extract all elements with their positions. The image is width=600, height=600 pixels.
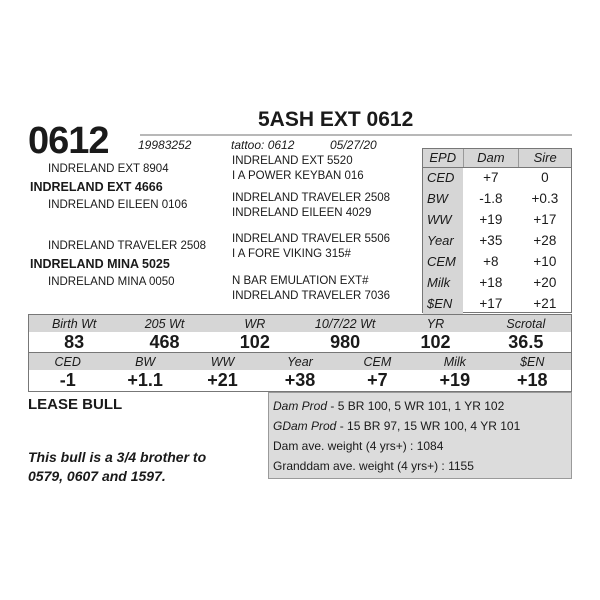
perf-header: Birth Wt [29,315,119,332]
epd-strip-value: +1.1 [127,370,163,390]
epd-strip-table [28,352,572,392]
epd-row-label: Milk [423,272,463,293]
epd-sire-value: +20 [533,275,557,290]
epd-sire-value: +10 [533,254,557,269]
epd-dam-value: +7 [483,170,499,186]
epd-row [423,230,571,251]
perf-value: 102 [420,332,451,352]
epd-strip-header: Year [261,353,338,370]
epd-strip-header: $EN [494,353,571,370]
epd-row [423,293,571,314]
epd-strip-value: +19 [439,370,471,390]
dam-prod-label: Dam Prod [273,399,328,413]
perf-header: Scrotal [481,315,571,332]
performance-table [28,314,572,354]
production-box [268,392,572,479]
animal-name: 5ASH EXT 0612 [258,108,414,131]
epd-row-label: CED [423,167,463,188]
perf-value: 36.5 [508,332,544,352]
epd-dam-value: -1.8 [479,191,503,206]
epd-sire-value: +0.3 [531,191,559,206]
pedigree-ext-2: I A POWER KEYBAN 016 [232,170,364,182]
epd-strip-header: Milk [416,353,493,370]
tattoo: tattoo: 0612 [231,138,295,152]
epd-header-sire: Sire [519,149,571,167]
epd-strip-value: -1 [59,370,76,390]
pedigree-ext-5: INDRELAND TRAVELER 5506 [232,233,391,245]
gdam-prod-label: GDam Prod [273,419,337,433]
pedigree-sire-sire: INDRELAND EXT 8904 [48,163,169,175]
epd-strip-value: +7 [367,370,388,390]
pedigree-sire: INDRELAND EXT 4666 [30,180,163,194]
dam-weight: Dam ave. weight (4 yrs+) : 1084 [273,439,444,453]
dam-prod-value: - 5 BR 100, 5 WR 101, 1 YR 102 [327,399,505,413]
pedigree-sire-dam: INDRELAND EILEEN 0106 [48,199,188,211]
pedigree-ext-3: INDRELAND TRAVELER 2508 [232,192,391,204]
epd-header-dam: Dam [463,149,519,167]
epd-row-label: CEM [423,251,463,272]
epd-row [423,251,571,272]
epd-dam-value: +35 [479,233,503,248]
epd-row-label: $EN [423,293,463,314]
epd-dam-value: +17 [479,296,503,311]
epd-row-label: WW [423,209,463,230]
lot-number: 0612 [28,120,109,162]
perf-header: WR [210,315,300,332]
gdam-prod-line [273,416,567,436]
perf-value: 980 [330,332,361,352]
epd-sire-value: 0 [541,170,549,186]
epd-strip-value: +38 [284,370,316,390]
epd-strip-header: CEM [339,353,416,370]
epd-row [423,272,571,293]
pedigree-ext-7: N BAR EMULATION EXT# [232,275,369,287]
epd-row [423,167,571,188]
epd-dam-value: +8 [483,254,499,269]
epd-header-label: EPD [423,149,463,167]
epd-sire-value: +17 [533,212,557,227]
epd-strip-header: BW [106,353,183,370]
registration-number: 19983252 [138,138,192,152]
epd-dam-value: +18 [479,275,503,290]
epd-comparison-table [422,148,572,313]
perf-header: YR [390,315,480,332]
pedigree-ext-6: I A FORE VIKING 315# [232,248,351,260]
gdam-prod-value: - 15 BR 97, 15 WR 100, 4 YR 101 [336,419,521,433]
epd-strip-header: CED [29,353,106,370]
pedigree-ext-8: INDRELAND TRAVELER 7036 [232,290,391,302]
epd-row-label: BW [423,188,463,209]
epd-row [423,188,571,209]
granddam-weight: Granddam ave. weight (4 yrs+) : 1155 [273,459,474,473]
epd-strip-value: +21 [207,370,238,390]
perf-value: 83 [64,332,85,352]
header-divider [140,134,572,136]
epd-row-label: Year [423,230,463,251]
pedigree-dam-dam: INDRELAND MINA 0050 [48,276,175,288]
birth-date: 05/27/20 [330,138,377,152]
epd-strip-header: WW [184,353,261,370]
epd-strip-value: +18 [516,370,548,390]
lease-status: LEASE BULL [28,396,123,413]
epd-sire-value: +21 [533,296,557,311]
perf-header: 205 Wt [119,315,209,332]
epd-row [423,209,571,230]
perf-value: 468 [149,332,180,352]
epd-sire-value: +28 [533,233,557,248]
epd-dam-value: +19 [479,212,503,227]
pedigree-ext-4: INDRELAND EILEEN 4029 [232,207,372,219]
pedigree-dam-sire: INDRELAND TRAVELER 2508 [48,240,207,252]
perf-header: 10/7/22 Wt [300,315,390,332]
perf-value: 102 [239,332,270,352]
dam-prod-line [273,396,567,416]
sibling-note: This bull is a 3/4 brother to 0579, 0607 and 1597. [28,449,207,484]
pedigree-ext-1: INDRELAND EXT 5520 [232,155,353,167]
pedigree-dam: INDRELAND MINA 5025 [30,257,170,271]
